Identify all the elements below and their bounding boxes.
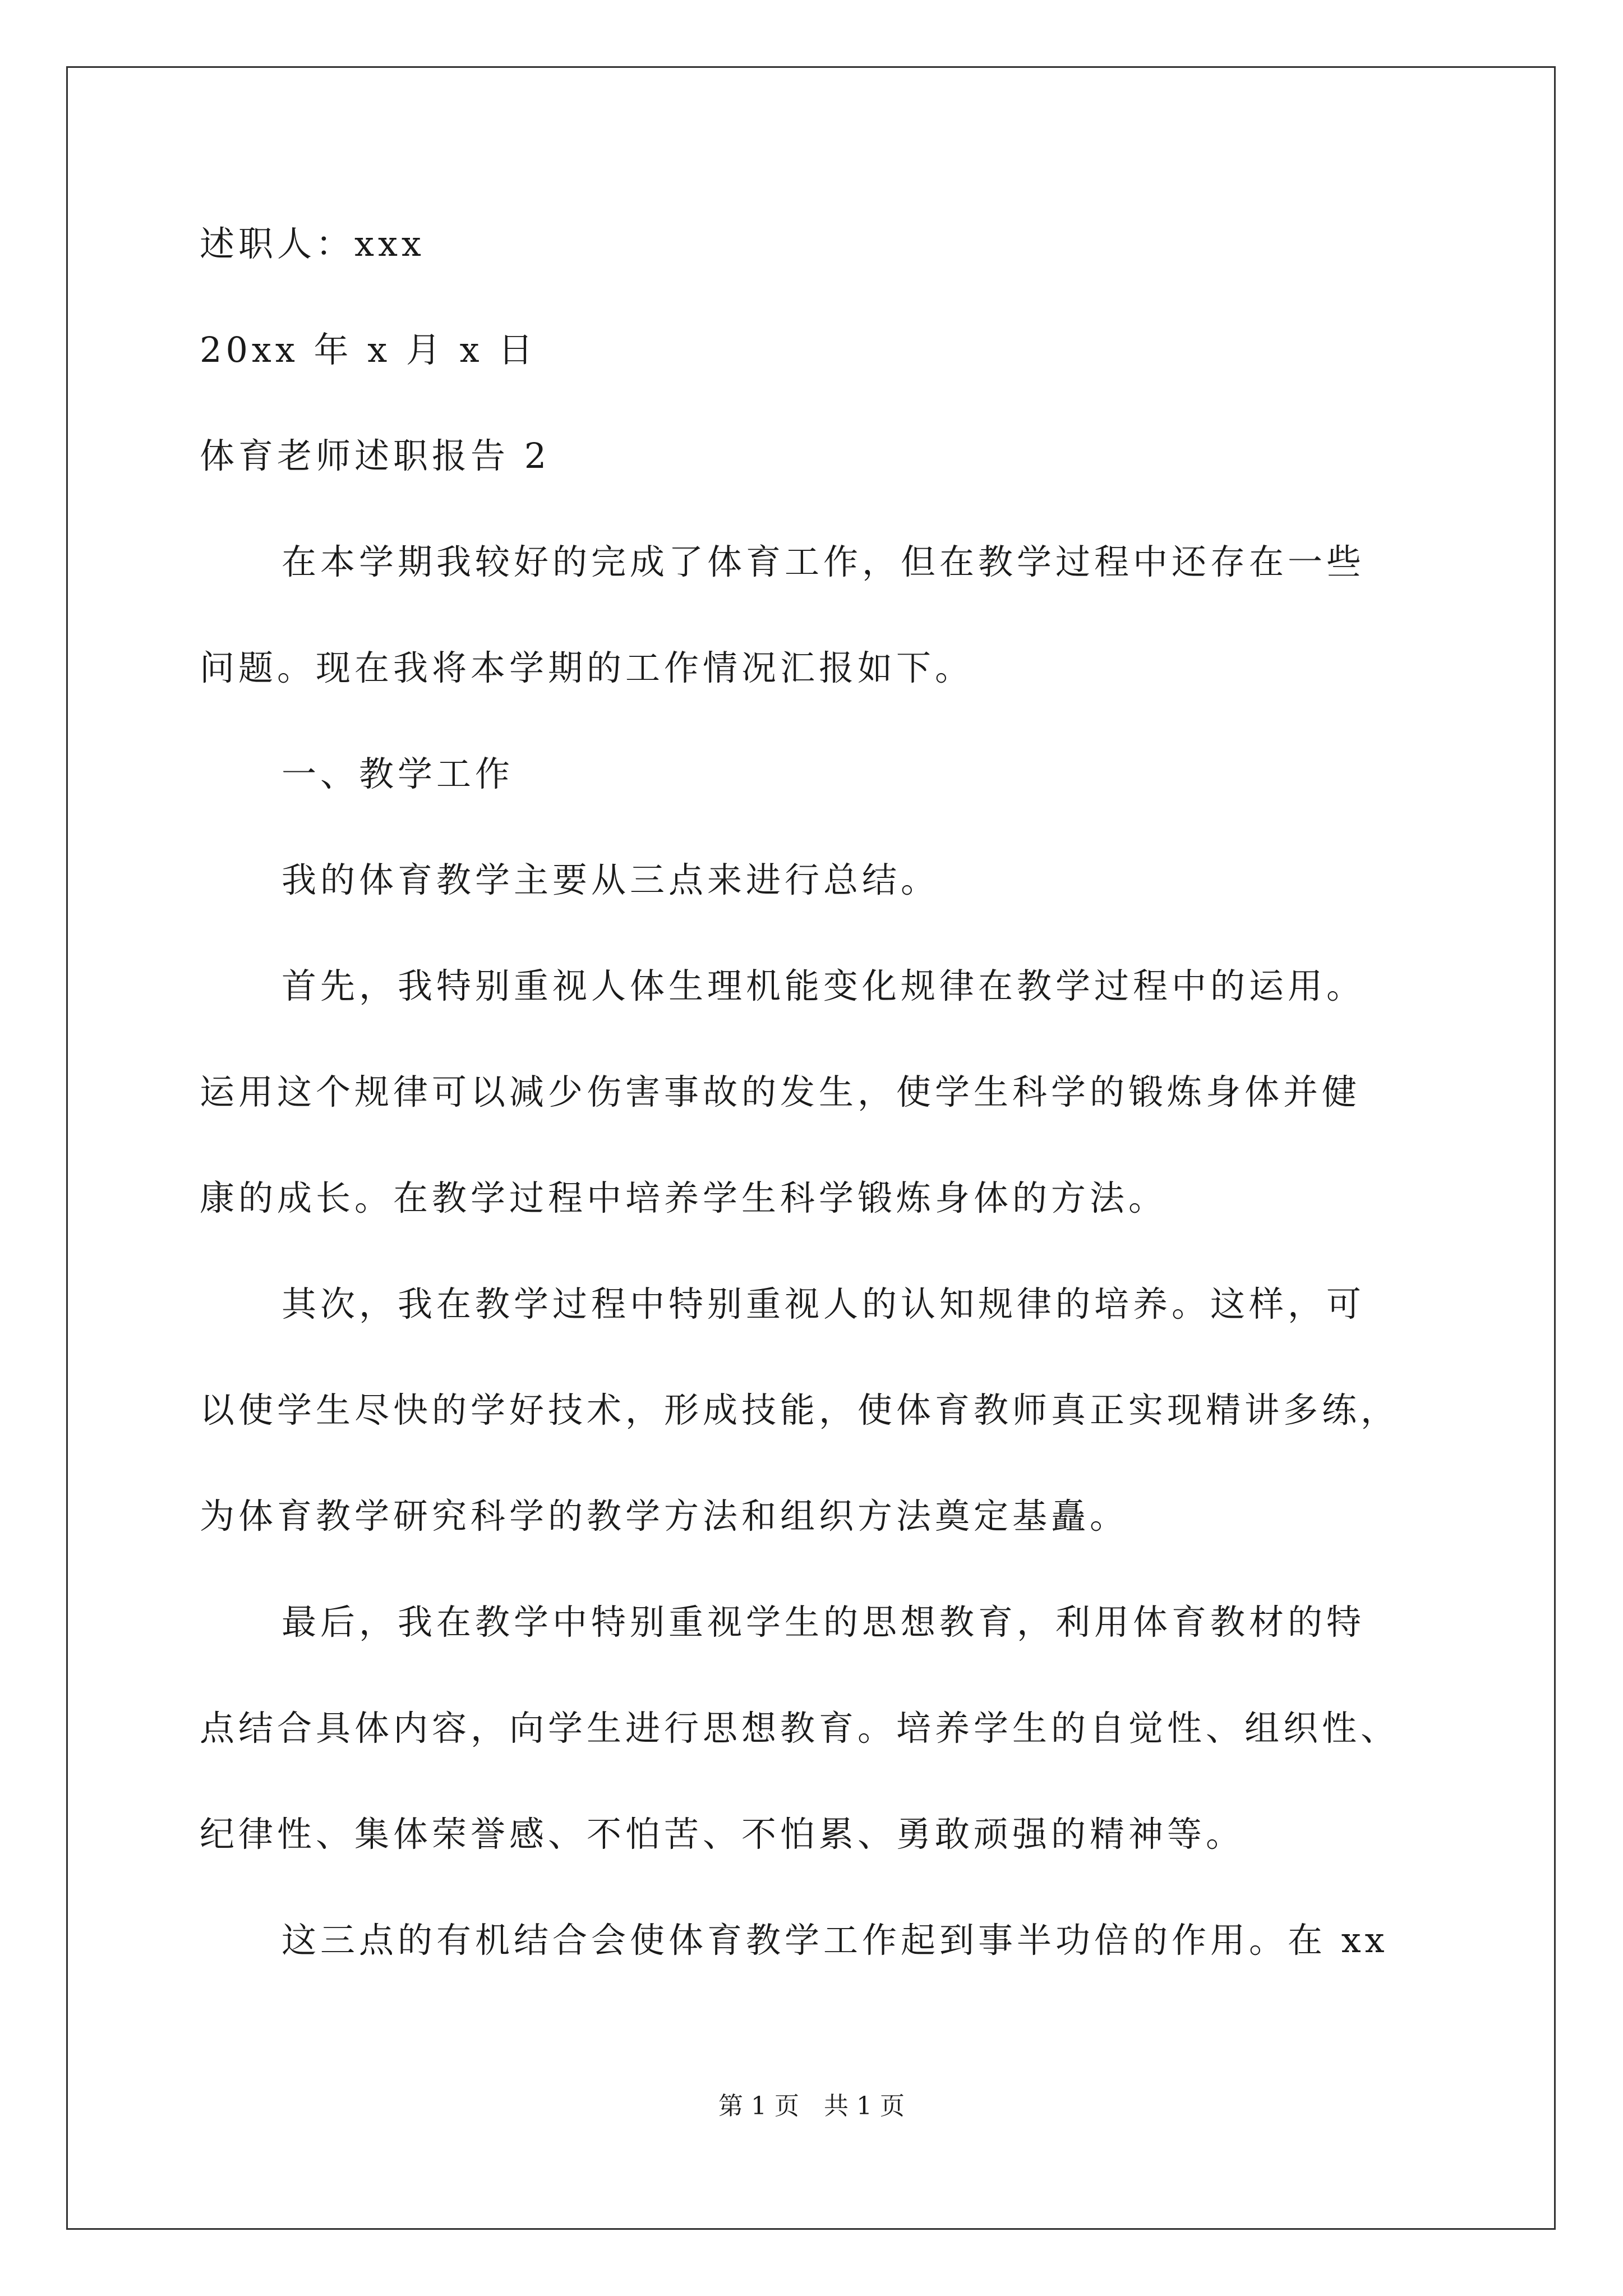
paragraph-line: 最后，我在教学中特别重视学生的思想教育，利用体育教材的特 (282, 1602, 1366, 1642)
paragraph-line: 运用这个规律可以减少伤害事故的发生，使学生科学的锻炼身体并健 (200, 1071, 1361, 1112)
paragraph-line: 为体育教学研究科学的教学方法和组织方法奠定基矗。 (200, 1496, 1129, 1536)
section-heading: 一、教学工作 (282, 753, 514, 794)
date-line: 20xx 年 x 月 x 日 (200, 329, 537, 370)
paragraph-line: 我的体育教学主要从三点来进行总结。 (282, 859, 940, 900)
paragraph-line: 这三点的有机结合会使体育教学工作起到事半功倍的作用。在 xx (282, 1920, 1389, 1961)
page-footer: 第 1 页 共 1 页 (718, 2092, 905, 2120)
paragraph-line: 问题。现在我将本学期的工作情况汇报如下。 (200, 647, 974, 688)
author-line: 述职人：xxx (200, 223, 425, 264)
paragraph-line: 纪律性、集体荣誉感、不怕苦、不怕累、勇敢顽强的精神等。 (200, 1814, 1245, 1855)
paragraph-line: 康的成长。在教学过程中培养学生科学锻炼身体的方法。 (200, 1177, 1168, 1218)
page-border (66, 66, 1556, 2230)
paragraph-line: 其次，我在教学过程中特别重视人的认知规律的培养。这样，可 (282, 1283, 1366, 1324)
paragraph-line: 点结合具体内容，向学生进行思想教育。培养学生的自觉性、组织性、 (200, 1708, 1400, 1749)
paragraph-line: 在本学期我较好的完成了体育工作，但在教学过程中还存在一些 (282, 541, 1366, 582)
document-title: 体育老师述职报告 2 (200, 435, 551, 476)
paragraph-line: 以使学生尽快的学好技术，形成技能，使体育教师真正实现精讲多练， (200, 1389, 1400, 1430)
paragraph-line: 首先，我特别重视人体生理机能变化规律在教学过程中的运用。 (282, 965, 1366, 1006)
